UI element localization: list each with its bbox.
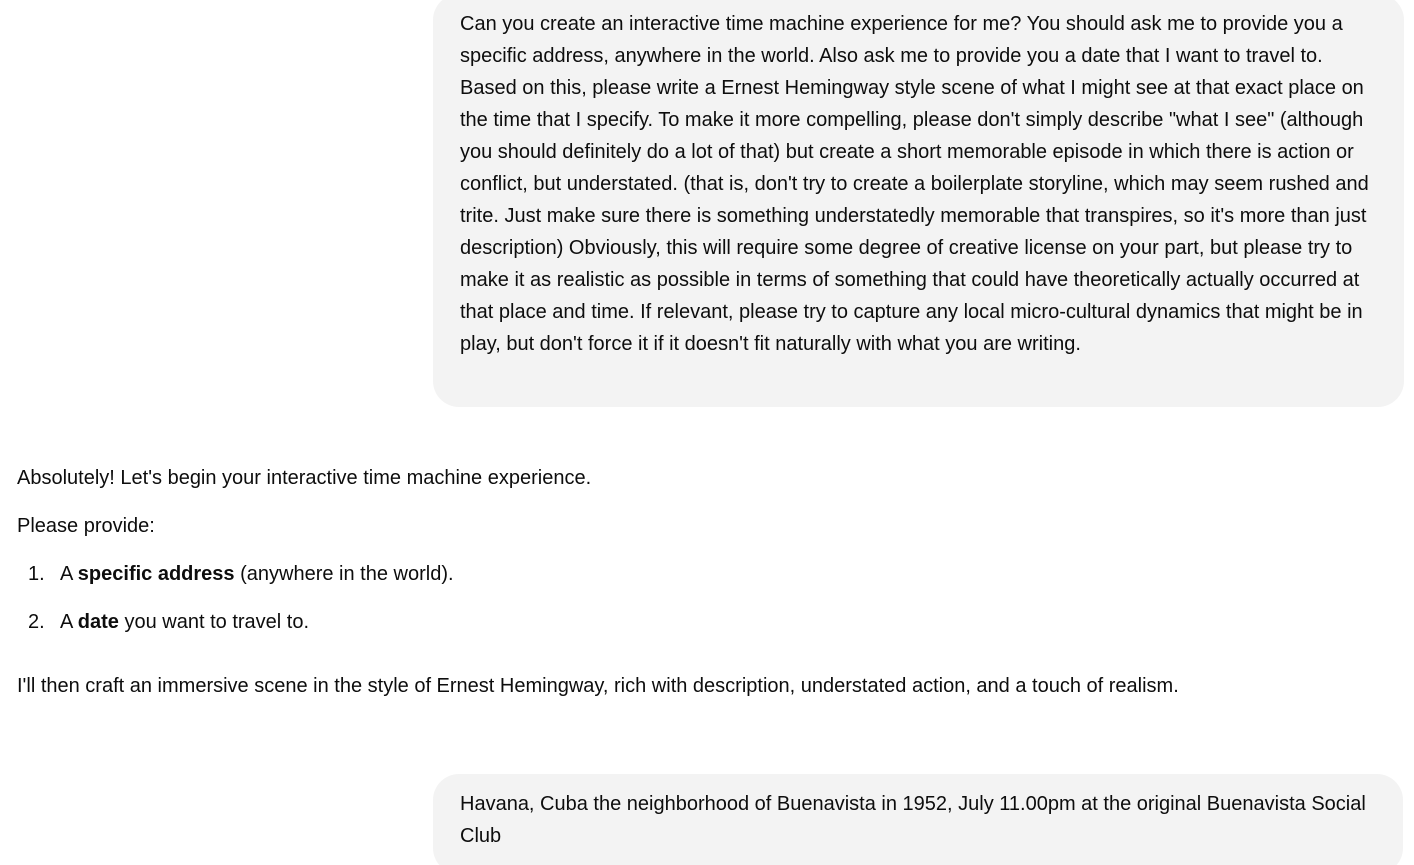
list-number: 1.: [28, 563, 45, 585]
list-text-post: you want to travel to.: [118, 611, 310, 633]
assistant-intro: Absolutely! Let's begin your interactive time machine experience.: [17, 467, 592, 489]
list-text-pre: A: [60, 611, 78, 633]
assistant-list: [17, 558, 1397, 638]
user-message-text: Can you create an interactive time machine experience for me? You should ask me to provide you a specific address, anywhere in the world. Also ask me to provide you a date that I want to travel to. Based on this, please write a Ernest Hemingway style scene of what I might see at that exact place on the time that I specify. To make it more compelling, please don't simply describe "what I see" (although you should definitely do a lot of that) but create a short memorable episode in which there is action or conflict, but understated. (that is, don't try to create a boilerplate storyline, which may seem rushed and trite. Just make sure there is something understatedly memorable that transpires, so it's more than just description) Obviously, this will require some degree of creative license on your part, but please try to make it as realistic as possible in terms of something that could have theoretically actually occurred at that place and time. If relevant, please try to capture any local micro-cultural dynamics that might be in play, but don't force it if it doesn't fit naturally with what you are writing.: [460, 13, 1369, 355]
user-message-bubble: [433, 0, 1404, 407]
list-text-bold: specific address: [77, 563, 235, 585]
assistant-prompt: Please provide:: [17, 515, 155, 537]
assistant-message: [17, 462, 1397, 702]
user-message-text: Havana, Cuba the neighborhood of Buenavista in 1952, July 11.00pm at the original Buenavista Social Club: [460, 793, 1366, 847]
list-item: [17, 558, 1397, 590]
list-text-bold: date: [77, 611, 119, 633]
list-item: [17, 606, 1397, 638]
list-number: 2.: [28, 611, 45, 633]
list-text-post: (anywhere in the world).: [234, 563, 454, 585]
user-message-bubble: [433, 774, 1403, 865]
assistant-outro: I'll then craft an immersive scene in the style of Ernest Hemingway, rich with description, understated action, and a touch of realism.: [17, 675, 1179, 697]
list-text-pre: A: [60, 563, 78, 585]
